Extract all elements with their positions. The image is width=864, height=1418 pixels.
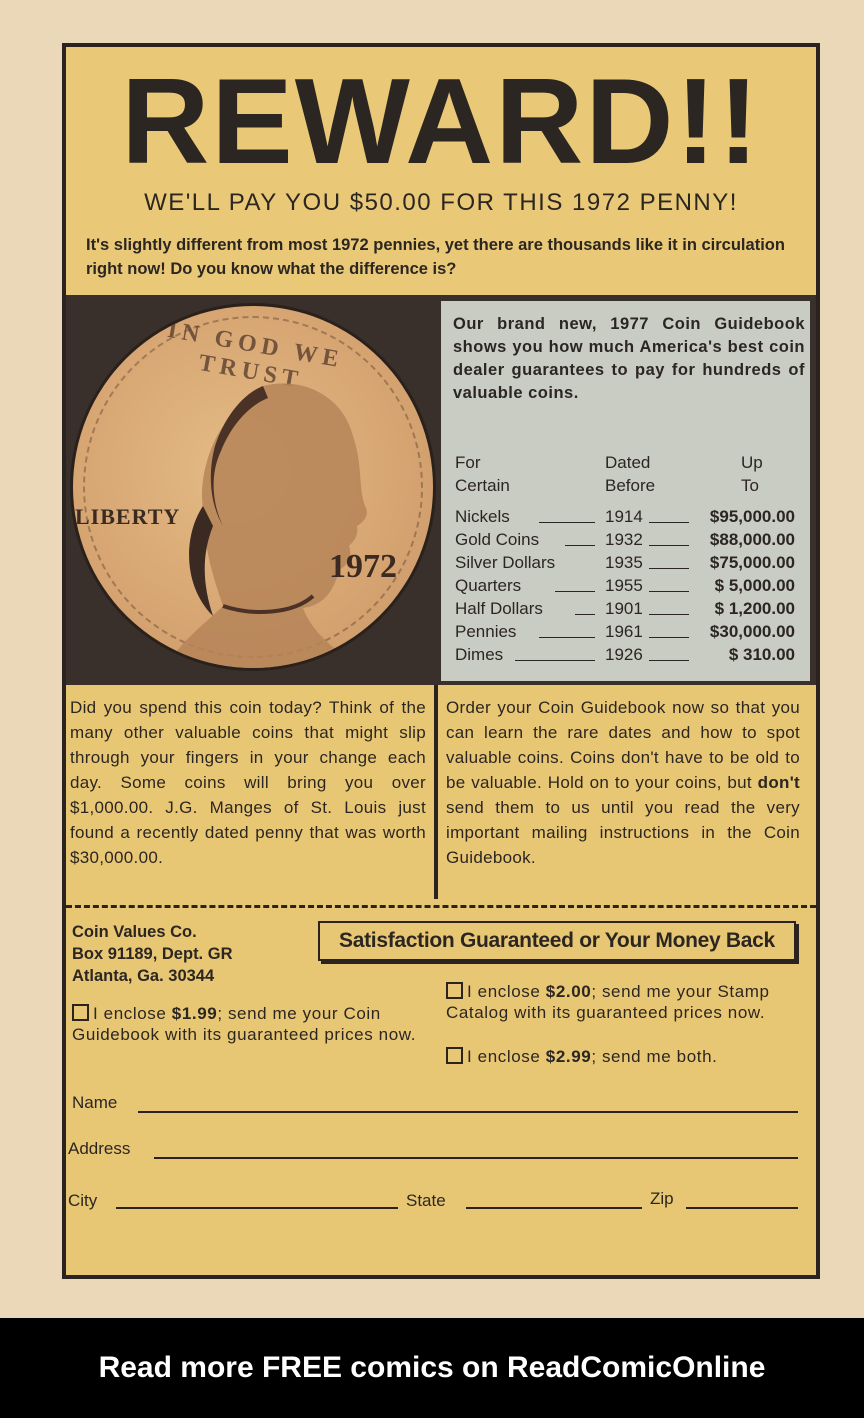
option-price: $2.99 xyxy=(545,1047,592,1066)
address-line: Box 91189, Dept. GR xyxy=(72,945,233,963)
name-field[interactable] xyxy=(138,1111,798,1113)
header-line: To xyxy=(741,476,759,495)
option-stamp-catalog[interactable] xyxy=(446,981,800,1023)
coin-motto: IN GOD WE TRUST xyxy=(165,316,346,394)
intro-text: It's slightly different from most 1972 pennies, yet there are thousands like it in circulation right now! Do you know what the difference is? xyxy=(86,236,785,278)
coin-type: Gold Coins xyxy=(455,530,540,549)
coin-type: Half Dollars xyxy=(455,599,543,618)
leader-line xyxy=(649,522,689,523)
option-text: I enclose xyxy=(93,1004,172,1023)
option-text: ; send me your Coin Guidebook with its guaranteed prices now. xyxy=(72,1004,417,1044)
coin-value: $ 310.00 xyxy=(728,645,795,664)
leader-line xyxy=(575,614,595,615)
penny-image xyxy=(70,303,436,671)
table-row xyxy=(455,553,795,575)
header-line: Dated xyxy=(605,453,651,472)
reward-advertisement xyxy=(62,43,820,1279)
table-row xyxy=(455,599,795,621)
body-copy xyxy=(66,685,816,899)
coin-value: $88,000.00 xyxy=(709,530,795,549)
guidebook-panel xyxy=(441,301,810,681)
table-row xyxy=(455,530,795,552)
address-line: Atlanta, Ga. 30344 xyxy=(72,967,215,985)
leader-line xyxy=(539,522,595,523)
coin-year-cutoff: 1901 xyxy=(605,599,643,618)
option-text: ; send me both. xyxy=(591,1047,718,1066)
leader-line xyxy=(649,568,689,569)
coin-year: 1972 xyxy=(329,548,397,585)
coin-value: $95,000.00 xyxy=(709,507,795,526)
table-row xyxy=(455,576,795,598)
coin-value: $75,000.00 xyxy=(709,553,795,572)
column-header-up-to xyxy=(741,451,763,497)
coin-value: $ 1,200.00 xyxy=(714,599,795,618)
checkbox[interactable] xyxy=(446,1047,463,1064)
column-header-dated-before xyxy=(605,451,655,497)
coupon-cut-line xyxy=(66,905,816,908)
checkbox[interactable] xyxy=(72,1004,89,1021)
reward-headline: REWARD!! xyxy=(121,53,761,189)
coin-value: $30,000.00 xyxy=(709,622,795,641)
leader-line xyxy=(565,545,595,546)
coin-type: Quarters xyxy=(455,576,522,595)
body-text-segment: Order your Coin Guidebook now so that you can learn the rare dates and how to spot valuable coins. Coins don't have to be old to be valuable. Hold on to your coins, but xyxy=(446,698,800,792)
leader-line xyxy=(555,591,595,592)
checkbox[interactable] xyxy=(446,982,463,999)
body-text-segment: send them to us until you read the very important mailing instructions in the Coin Guidebook. xyxy=(446,798,800,867)
coin-liberty: LIBERTY xyxy=(75,504,181,529)
header-line: Up xyxy=(741,453,763,472)
coin-year-cutoff: 1926 xyxy=(605,645,643,664)
coin-type: Nickels xyxy=(455,507,510,526)
leader-line xyxy=(649,614,689,615)
table-row xyxy=(455,507,795,529)
ad-header xyxy=(66,47,816,295)
table-row xyxy=(455,645,795,667)
address-line: Coin Values Co. xyxy=(72,923,197,941)
address-label: Address xyxy=(68,1139,131,1158)
leader-line xyxy=(649,545,689,546)
city-label: City xyxy=(68,1191,98,1210)
mailing-address xyxy=(72,921,232,987)
leader-line xyxy=(649,637,689,638)
city-field[interactable] xyxy=(116,1207,398,1209)
option-text: I enclose xyxy=(467,982,546,1001)
coin-type: Silver Dollars xyxy=(455,553,556,572)
coin-year-cutoff: 1935 xyxy=(605,553,643,572)
state-field[interactable] xyxy=(466,1207,642,1209)
guarantee-box: Satisfaction Guaranteed or Your Money Back xyxy=(318,921,796,961)
column-divider xyxy=(434,685,438,899)
coin-type: Dimes xyxy=(455,645,504,664)
coin-year-cutoff: 1932 xyxy=(605,530,643,549)
zip-label: Zip xyxy=(650,1189,674,1208)
offer-line: WE'LL PAY YOU $50.00 FOR THIS 1972 PENNY! xyxy=(144,189,738,216)
coin-year-cutoff: 1914 xyxy=(605,507,643,526)
body-text-left: Did you spend this coin today? Think of the many other valuable coins that might slip through your fingers in your change each day. Some coins will bring you over $1,000.00. J.G. Manges of St. Louis just found a recently dated penny that was worth $30,000.00. xyxy=(70,698,426,867)
leader-line xyxy=(649,591,689,592)
address-field[interactable] xyxy=(154,1157,798,1159)
body-text-right xyxy=(446,695,800,870)
header-line: Certain xyxy=(455,476,510,495)
coin-value: $ 5,000.00 xyxy=(714,576,795,595)
column-header-for-certain xyxy=(455,451,510,497)
leader-line xyxy=(515,660,595,661)
site-banner[interactable]: Read more FREE comics on ReadComicOnline xyxy=(0,1318,864,1418)
coin-year-cutoff: 1955 xyxy=(605,576,643,595)
coin-type: Pennies xyxy=(455,622,517,641)
coin-year-cutoff: 1961 xyxy=(605,622,643,641)
option-price: $1.99 xyxy=(171,1004,218,1023)
name-label: Name xyxy=(72,1093,118,1112)
zip-field[interactable] xyxy=(686,1207,798,1209)
coin-section xyxy=(66,295,816,685)
option-text: ; send me your Stamp Catalog with its guaranteed prices now. xyxy=(446,982,770,1022)
table-row xyxy=(455,622,795,644)
option-price: $2.00 xyxy=(545,982,592,1001)
option-coin-guidebook[interactable] xyxy=(72,1003,424,1045)
state-label: State xyxy=(406,1191,446,1210)
header-line: For xyxy=(455,453,481,472)
guidebook-description: Our brand new, 1977 Coin Guidebook shows you how much America's best coin dealer guarantees to pay for hundreds of valuable coins. xyxy=(453,315,805,402)
leader-line xyxy=(539,637,595,638)
leader-line xyxy=(649,660,689,661)
option-both[interactable] xyxy=(446,1046,806,1067)
header-line: Before xyxy=(605,476,656,495)
order-coupon xyxy=(66,909,816,1275)
option-text: I enclose xyxy=(467,1047,546,1066)
coin-panel xyxy=(66,295,438,685)
body-text-emphasis: don't xyxy=(757,773,800,792)
